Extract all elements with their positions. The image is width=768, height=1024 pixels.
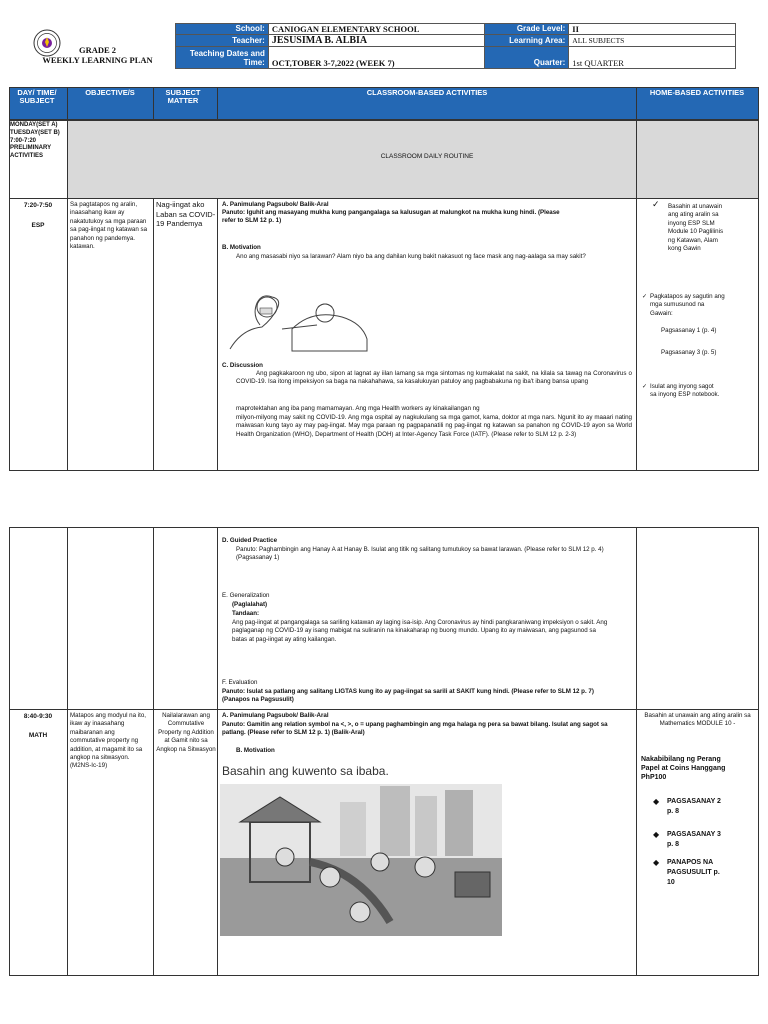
math-b-title: B. Motivation xyxy=(236,747,275,754)
playground-caption: Basahin ang kuwento sa ibaba. xyxy=(222,764,389,778)
esp-b-title: B. Motivation xyxy=(222,244,261,251)
esp-home-4: Pagsasanay 3 (p. 5) xyxy=(661,349,717,356)
esp-c-text3: milyon-milyong may sakit ng COVID-19. Ang mga ospital ay nagkukulang sa mga gamot, kama, doktor at mga nars. Ngunit ito ay maaari nating maiwasan kung tayo ay may pag-iingat. May mga paraan ng pagpapanatili ng pag-iingat ng katawan sa panahon ng COVID-19 ayon sa World Health Organization (WHO), Department of Health (DOH) at Inter-Agency Task Force (IATF). (Please refer to SLM 12 p. 2-3) xyxy=(236,414,632,438)
esp-home-2: Pagkatapos ay sagutin ang mga sumusunod na Gawain: xyxy=(650,293,725,317)
esp-subject: ESP xyxy=(31,222,45,229)
f-title: F. Evaluation xyxy=(222,679,258,686)
area-label: Learning Area: xyxy=(485,35,569,47)
esp-b-text: Ano ang masasabi niyo sa larawan? Alam niyo ba ang dahilan kung bakit nakasuot ng face mask ang nag-aalaga sa may sakit? xyxy=(236,253,586,260)
teacher-value: JESUSIMA B. ALBIA xyxy=(268,35,485,47)
d-text: Panuto: Paghambingin ang Hanay A at Hanay B. Isulat ang titik ng salitang tumutukoy sa bawat larawan. (Please refer to SLM 12 p. 4) (Pagsasanay 1) xyxy=(236,546,604,562)
school-value: CANIOGAN ELEMENTARY SCHOOL xyxy=(268,24,485,35)
math-objective: Matapos ang modyul na ito, ikaw ay inaasahang maibaranan ang commutative property ng addition, at magamit ito sa angkop na sitwasyon. (M2NS-Ic-19) xyxy=(70,712,147,770)
esp-c-text1: Ang pagkakaroon ng ubo, sipon at lagnat ay iilan lamang sa mga sintomas ng kumakalat na sakit, na kilala sa tawag na Coronavirus o COVID-19. Isa itong impeksiyon sa baga na nakahahawa, sa kasalukuyan patuloy ang pagbabakuna ng iba't ibang bansa upang xyxy=(236,370,632,386)
plan-title-line1: GRADE 2 xyxy=(78,45,117,55)
dates-value: OCT,TOBER 3-7,2022 (WEEK 7) xyxy=(268,47,485,69)
routine-day-cell: MONDAY(SET A) TUESDAY(SET B) 7:00-7:20 PRELIMINARY ACTIVITIES xyxy=(10,122,60,160)
caregiver-patient-illustration xyxy=(222,289,372,355)
math-home-item-1: PAGSASANAY 2 p. 8 xyxy=(667,798,721,815)
e-text: Ang pag-iingat at pangangalaga sa sariling katawan ay laging isa-isip. Ang Coronavirus ay hindi pangkaraniwang impeksiyon o sakit. Ang paglaganap ng COVID-19 ay isang mabigat na suliranin na kinakaharap ng buong mundo. Upang ito ay maiwasan, ang pagsunod sa batas at pag-iingat ay ating kailangan. xyxy=(232,619,608,643)
check-icon: ✓ xyxy=(642,294,648,300)
dates-label-2: Time: xyxy=(243,57,265,67)
routine-text: CLASSROOM DAILY ROUTINE xyxy=(380,153,474,160)
col-header-home: HOME-BASED ACTIVITIES xyxy=(638,89,756,97)
esp-home-5: Isulat ang inyong sagot sa inyong ESP notebook. xyxy=(650,383,720,399)
area-value: ALL SUBJECTS xyxy=(569,35,736,47)
math-a-title: A. Panimulang Pagsubok/ Balik-Aral xyxy=(222,712,329,719)
dates-label-1: Teaching Dates and xyxy=(189,48,265,58)
esp-objective: Sa pagtatapos ng aralin, inaasahang ikaw ay nakatutukoy sa mga paraan sa pag-iingat ng katawan sa panahon ng pandemya. katawan. xyxy=(70,201,148,251)
dates-label xyxy=(176,47,269,69)
teacher-label: Teacher: xyxy=(176,35,269,47)
col-header-matter: SUBJECT MATTER xyxy=(158,89,208,105)
esp-time: 7:20-7:50 xyxy=(23,202,53,209)
math-home-item-3: PANAPOS NA PAGSUSULIT p. 10 xyxy=(667,859,720,886)
f-text: Panuto: Isulat sa patlang ang salitang LIGTAS kung ito ay pag-iingat sa sarili at SAKIT kung hindi. (Please refer to SLM 12 p. 7) (Panapos na Pagsusulit) xyxy=(222,688,594,704)
check-icon: ✓ xyxy=(642,384,648,390)
math-home-2: Nakabibilang ng Perang Papel at Coins Hanggang PhP100 xyxy=(641,756,726,781)
esp-a-text: Panuto: Iguhit ang masayang mukha kung pangangalaga sa kalusugan at malungkot na mukha kung hindi. (Please refer to SLM 12 p. 1) xyxy=(222,209,560,225)
math-home-1: Basahin at unawain ang ating aralin sa Mathematics MODULE 10 - xyxy=(644,712,751,728)
esp-c-text2: maprotektahan ang iba pang mamamayan. Ang mga Health workers ay kinakailangan ng xyxy=(236,405,480,412)
e-title: E. Generalization xyxy=(222,592,270,599)
plan-title-line2: WEEKLY LEARNING PLAN xyxy=(42,55,153,65)
esp-subject-matter: Nag-iingat ako Laban sa COVID-19 Pandemya xyxy=(156,200,216,228)
esp-a-title: A. Panimulang Pagsubok/ Balik-Aral xyxy=(222,201,329,208)
diamond-bullet-icon: ◆ xyxy=(653,858,660,867)
grade-value: II xyxy=(569,24,736,35)
playground-illustration xyxy=(220,762,502,936)
col-header-objective: OBJECTIVE/S xyxy=(68,89,152,97)
plan-title xyxy=(20,45,175,65)
esp-c-title: C. Discussion xyxy=(222,362,263,369)
math-subject: MATH xyxy=(28,732,48,739)
quarter-label: Quarter: xyxy=(485,47,569,69)
math-time: 8:40-9:30 xyxy=(23,713,53,720)
diamond-bullet-icon: ◆ xyxy=(653,797,660,806)
math-home-item-2: PAGSASANAY 3 p. 8 xyxy=(667,831,721,848)
diamond-bullet-icon: ◆ xyxy=(653,830,660,839)
e-tandaan: Tandaan: xyxy=(232,610,260,617)
check-icon: ✓ xyxy=(652,199,660,209)
esp-home-3: Pagsasanay 1 (p. 4) xyxy=(661,327,717,334)
esp-home-1: Basahin at unawain ang ating aralin sa inyong ESP SLM Module 10 Paglilinis ng Katawan, Alam kong Gawin xyxy=(668,203,724,253)
d-title: D. Guided Practice xyxy=(222,537,278,544)
e-sub: (Paglalahat) xyxy=(232,601,268,608)
school-label: School: xyxy=(176,24,269,35)
quarter-value: 1st QUARTER xyxy=(569,47,736,69)
math-subject-matter: Nailalarawan ang Commutative Property ng Addition at Gamit nito sa Angkop na Sitwasyon xyxy=(156,712,216,753)
math-a-text: Panuto: Gamitin ang relation symbol na <, >, o = upang paghambingin ang mga halaga ng pera sa bawat bilang. Isulat ang sagot sa patlang. (Please refer to SLM 12 p. 1) (Balik-Aral) xyxy=(222,721,608,737)
col-header-classroom: CLASSROOM-BASED ACTIVITIES xyxy=(218,89,636,97)
header-info-table xyxy=(175,23,736,69)
col-header-day: DAY/ TIME/ SUBJECT xyxy=(12,89,62,105)
grade-label: Grade Level: xyxy=(485,24,569,35)
